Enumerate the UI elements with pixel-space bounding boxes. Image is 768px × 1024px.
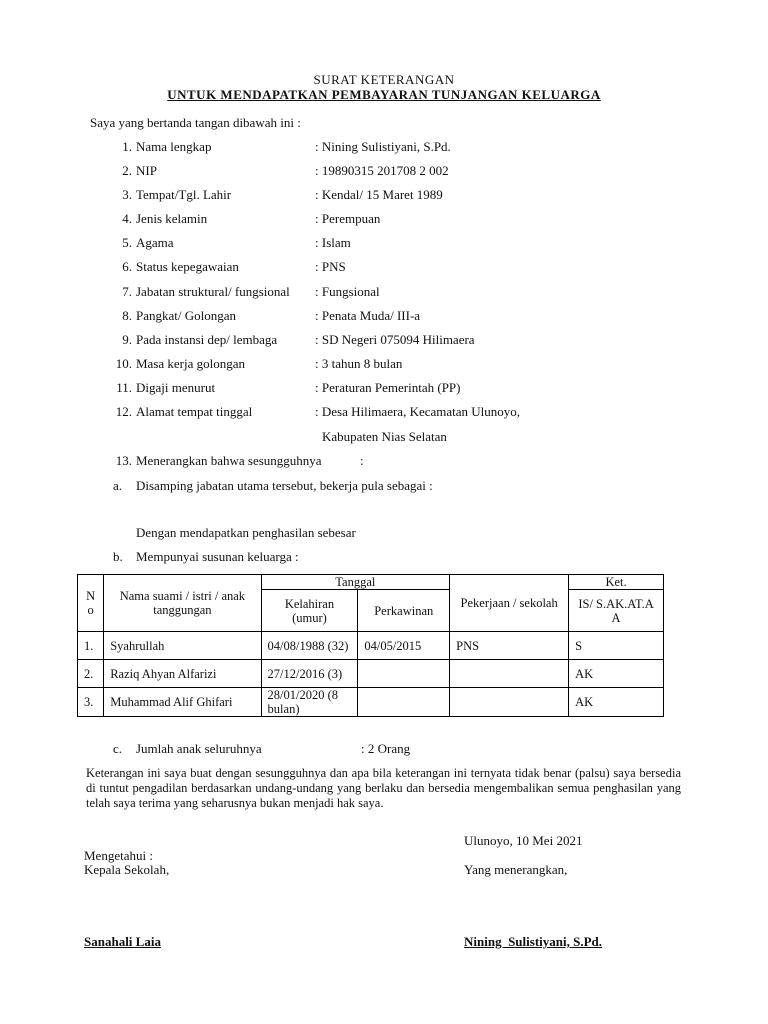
item-label: Disamping jabatan utama tersebut, bekerja pula sebagai : — [136, 478, 433, 493]
left-sign-line1: Mengetahui : — [84, 848, 153, 863]
cell-pekerjaan — [450, 660, 569, 688]
income-line: Dengan mendapatkan penghasilan sebesar — [136, 525, 356, 540]
item-number: 3. — [122, 187, 132, 202]
cell-perkawinan: 04/05/2015 — [358, 632, 450, 660]
item-letter: c. — [113, 741, 123, 756]
item-letter: b. — [113, 549, 123, 564]
item-value: : Penata Muda/ III-a — [315, 308, 421, 323]
item-value: : — [360, 453, 364, 468]
cell-ket: S — [569, 632, 664, 660]
cell-nama: Raziq Ahyan Alfarizi — [104, 660, 261, 688]
document-title: SURAT KETERANGAN — [313, 72, 455, 87]
item-value: : 19890315 201708 2 002 — [315, 163, 449, 178]
left-sign-line2: Kepala Sekolah, — [84, 862, 170, 877]
left-signatory-name: Sanahali Laia — [84, 934, 161, 949]
item-value: : Perempuan — [315, 211, 381, 226]
item-value: : SD Negeri 075094 Hilimaera — [315, 332, 475, 347]
item-value: : Peraturan Pemerintah (PP) — [315, 380, 461, 395]
item-number: 1. — [122, 139, 132, 154]
item-number: 6. — [122, 259, 132, 274]
cell-perkawinan — [358, 688, 450, 717]
item-label: Pangkat/ Golongan — [136, 308, 237, 323]
item-letter: a. — [113, 478, 123, 493]
item-label: Nama lengkap — [136, 139, 212, 154]
item-number: 4. — [122, 211, 132, 226]
item-label: Menerangkan bahwa sesungguhnya — [136, 453, 322, 468]
item-value: : Desa Hilimaera, Kecamatan Ulunoyo, — [315, 404, 521, 419]
item-number: 10. — [115, 356, 132, 371]
item-label: NIP — [136, 163, 157, 178]
cell-ket: AK — [569, 660, 664, 688]
header-kelahiran: Kelahiran (umur) — [261, 590, 358, 632]
item-label: Mempunyai susunan keluarga : — [136, 549, 299, 564]
cell-kelahiran: 28/01/2020 (8 bulan) — [261, 688, 358, 717]
item-number: 8. — [122, 308, 132, 323]
item-label: Status kepegawaian — [136, 259, 239, 274]
item-value: : Kendal/ 15 Maret 1989 — [315, 187, 443, 202]
cell-pekerjaan: PNS — [450, 632, 569, 660]
item-label: Jabatan struktural/ fungsional — [136, 284, 290, 299]
intro-text: Saya yang bertanda tangan dibawah ini : — [90, 115, 301, 130]
cell-no: 2. — [78, 660, 104, 688]
item-value: : PNS — [315, 259, 346, 274]
table-row — [78, 688, 664, 717]
header-ket-detail: IS/ S.AK.AT.A A — [569, 590, 664, 632]
item-number: 13. — [115, 453, 132, 468]
item-number: 9. — [122, 332, 132, 347]
statement-paragraph: Keterangan ini saya buat dengan sesungguhnya dan apa bila keterangan ini ternyata tidak benar (palsu) saya bersedia di tuntut pengadilan berdasarkan undang-undang yang berlaku dan bersedia mengembalikan semua penghasilan yang telah saya terima yang seharusnya bukan menjadi hak saya. — [86, 766, 681, 810]
cell-no: 1. — [78, 632, 104, 660]
cell-pekerjaan — [450, 688, 569, 717]
item-label: Jenis kelamin — [136, 211, 208, 226]
header-tanggal: Tanggal — [261, 575, 450, 590]
item-label: Tempat/Tgl. Lahir — [136, 187, 232, 202]
item-value: : 2 Orang — [361, 741, 411, 756]
header-nama: Nama suami / istri / anak tanggungan — [104, 575, 261, 632]
item-number: 11. — [116, 380, 132, 395]
table-row — [78, 632, 664, 660]
cell-kelahiran: 27/12/2016 (3) — [261, 660, 358, 688]
item-label: Masa kerja golongan — [136, 356, 246, 371]
address-line-2: Kabupaten Nias Selatan — [322, 429, 447, 444]
place-date: Ulunoyo, 10 Mei 2021 — [464, 833, 583, 848]
item-value: : Islam — [315, 235, 351, 250]
item-label: Jumlah anak seluruhnya — [136, 741, 262, 756]
item-label: Pada instansi dep/ lembaga — [136, 332, 278, 347]
cell-nama: Muhammad Alif Ghifari — [104, 688, 261, 717]
cell-kelahiran: 04/08/1988 (32) — [261, 632, 358, 660]
family-table — [77, 574, 664, 717]
document-subtitle: UNTUK MENDAPATKAN PEMBAYARAN TUNJANGAN KELUARGA — [167, 87, 601, 102]
table-row — [78, 660, 664, 688]
right-signatory-name: Nining Sulistiyani, S.Pd. — [464, 934, 602, 949]
right-sign-line1: Yang menerangkan, — [464, 862, 568, 877]
cell-ket: AK — [569, 688, 664, 717]
item-value: : Nining Sulistiyani, S.Pd. — [315, 139, 451, 154]
header-pekerjaan: Pekerjaan / sekolah — [450, 575, 569, 632]
item-number: 12. — [115, 404, 132, 419]
cell-nama: Syahrullah — [104, 632, 261, 660]
cell-no: 3. — [78, 688, 104, 717]
item-number: 5. — [122, 235, 132, 250]
item-number: 2. — [122, 163, 132, 178]
item-label: Alamat tempat tinggal — [136, 404, 253, 419]
header-no: N o — [78, 575, 104, 632]
header-ket: Ket. — [569, 575, 664, 590]
item-label: Agama — [136, 235, 174, 250]
cell-perkawinan — [358, 660, 450, 688]
item-number: 7. — [122, 284, 132, 299]
item-value: : 3 tahun 8 bulan — [315, 356, 403, 371]
item-label: Digaji menurut — [136, 380, 216, 395]
item-value: : Fungsional — [315, 284, 380, 299]
header-perkawinan: Perkawinan — [358, 590, 450, 632]
